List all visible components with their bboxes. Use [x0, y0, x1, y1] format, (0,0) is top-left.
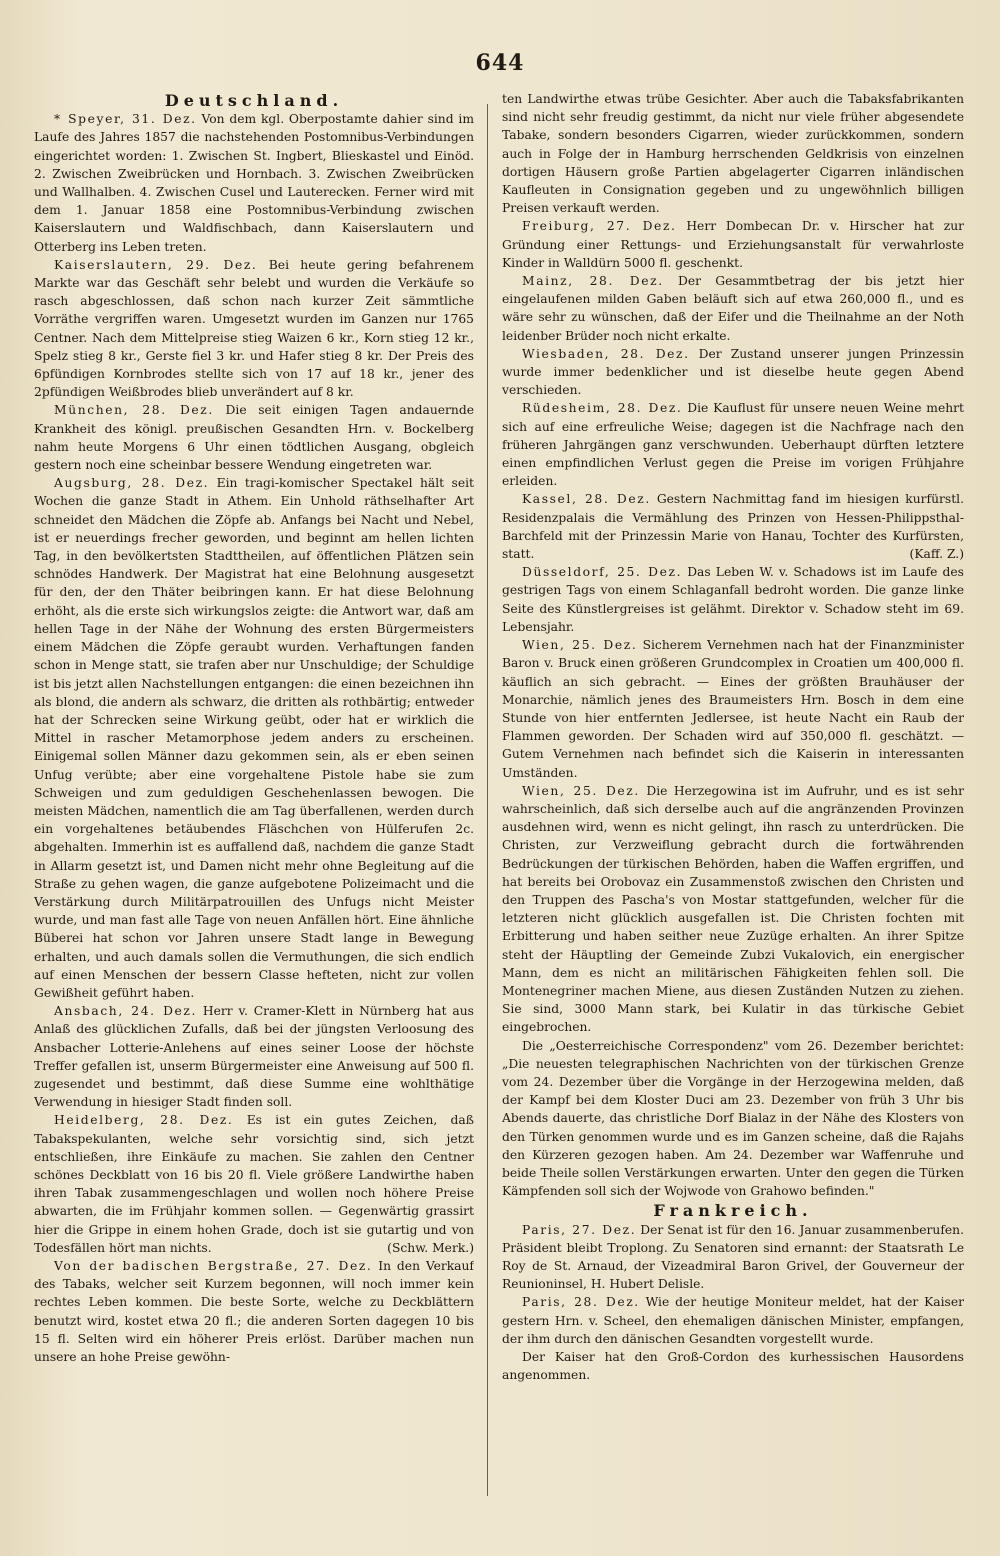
article	[34, 401, 474, 474]
left-column	[34, 90, 474, 1516]
dateline: Von der badischen Bergstraße, 27. Dez.	[54, 1259, 373, 1273]
dateline: Kassel, 28. Dez.	[522, 492, 651, 507]
article-text: Der Kaiser hat den Groß-Cordon des kurhessischen Hausordens angenommen.	[502, 1350, 964, 1383]
dateline: München, 28. Dez.	[54, 403, 214, 418]
dateline: Wien, 25. Dez.	[522, 638, 638, 653]
source-tag: (Schw. Merk.)	[387, 1240, 474, 1255]
article	[34, 1257, 474, 1366]
article-text: Herr v. Cramer-Klett in Nürnberg hat aus Anlaß des glücklichen Zufalls, daß bei der jüngsten Verloosung des Ansbacher Lotterie-Anlehens auf eines seiner Loose der höchste Treffer gefallen ist, unserm Bürgermeister eine Anweisung auf 500 fl. zugesendet und bestimmt, daß diese Summe eine wohlthätige Verwendung in hiesiger Stadt finden soll.	[34, 1004, 474, 1110]
dateline: Paris, 28. Dez.	[522, 1295, 640, 1310]
article	[34, 110, 474, 256]
dateline: Heidelberg, 28. Dez.	[54, 1113, 234, 1128]
article-text: Der Zustand unserer jungen Prinzessin wurde immer bedenklicher und ist dieselbe heute gegen Abend verschieden.	[502, 346, 964, 398]
article	[34, 256, 474, 402]
article	[502, 399, 964, 490]
article-text: Wie der heutige Moniteur meldet, hat der Kaiser gestern Hrn. v. Scheel, den ehemaligen dänischen Minister, empfangen, der ihm durch den dänischen Gesandten vorgestellt wurde.	[502, 1295, 964, 1346]
article-text: In den Verkauf des Tabaks, welcher seit Kurzem begonnen, will noch immer kein rechtes Leben kommen. Die beste Sorte, welche zu Deckblättern benutzt wird, kostet etwa 20 fl.; die anderen Sorten dagegen 10 bis 15 fl. Selten wird ein höherer Preis erlöst. Darüber machen nun unsere an hohe Preise gewöhn-	[34, 1259, 474, 1365]
article-text: Die „Oesterreichische Correspondenz" vom 26. Dezember berichtet: „Die neuesten telegraphischen Nachrichten von der türkischen Grenze vom 24. Dezember über die Vorgänge in der Herzogewina melden, daß der Kampf bei dem Kloster Duci am 23. Dezember von früh 3 Uhr bis Abends dauerte, das christliche Dorf Bialaz in der Nähe des Klosters von den Türken genommen wurde und es im Ganzen scheine, daß die Rajahs den Kürzeren gezogen haben. Am 24. Dezember war Waffenruhe und beide Theile sollen Verstärkungen erwarten. Unter den gegen die Türken Kämpfenden soll sich der Wojwode von Grahowo befinden."	[502, 1038, 964, 1199]
article	[502, 563, 964, 636]
article-text: Die seit einigen Tagen andauernde Krankheit des königl. preußischen Gesandten Hrn. v. Bockelberg nahm heute Morgens 6 Uhr einen tödtlichen Ausgang, obgleich gestern noch eine scheinbar bessere Wendung eingetreten war.	[34, 403, 474, 473]
article	[502, 272, 964, 345]
dateline: Kaiserslautern, 29. Dez.	[54, 257, 258, 272]
dateline: Mainz, 28. Dez.	[522, 274, 664, 289]
article	[502, 1348, 964, 1384]
dateline: * Speyer, 31. Dez.	[54, 112, 197, 127]
article-text: Herr Dombecan Dr. v. Hirscher hat zur Gründung einer Rettungs- und Erziehungsanstalt für verwahrloste Kinder in Walldürn 5000 fl. geschenkt.	[502, 219, 964, 270]
article	[502, 1037, 964, 1201]
article-text: Es ist ein gutes Zeichen, daß Tabakspekulanten, welche sehr vorsichtig sind, sich jetzt entschließen, ihre Einkäufe zu machen. Sie zahlen den Centner schönes Deckblatt von 16 bis 20 fl. Viele größere Landwirthe haben ihren Tabak zusammengeschlagen und wollen noch höhere Preise abwarten, die im Frühjahr kommen sollen. — Gegenwärtig grassirt hier die Grippe in einem hohen Grade, doch ist sie gutartig und von Todesfällen hört man nichts.	[34, 1113, 474, 1255]
article-text: Das Leben W. v. Schadows ist im Laufe des gestrigen Tags von einem Schlaganfall bedroht worden. Die ganze linke Seite des Künstlergreises ist gelähmt. Direktor v. Schadow steht im 69. Lebensjahr.	[502, 565, 964, 634]
dateline: Wien, 25. Dez.	[522, 783, 640, 798]
article	[502, 217, 964, 272]
article-text: Der Gesammtbetrag der bis jetzt hier eingelaufenen milden Gaben beläuft sich auf etwa 260,000 fl., und es wäre sehr zu wünschen, daß der Eifer und die Theilnahme an der Noth leidenber Brüder noch nicht erkalte.	[502, 274, 964, 343]
article	[502, 636, 964, 782]
article-text: Von dem kgl. Oberpostamte dahier sind im Laufe des Jahres 1857 die nachstehenden Postomnibus-Verbindungen eingerichtet worden: 1. Zwischen St. Ingbert, Blieskastel und Einöd. 2. Zwischen Zweibrücken und Hornbach. 3. Zwischen Zweibrücken und Wallhalben. 4. Zwischen Cusel und Lauterecken. Ferner wird mit dem 1. Januar 1858 eine Postomnibus-Verbindung zwischen Kaiserslautern und Waldfischbach, dann Kaiserslautern und Otterberg ins Leben treten.	[34, 112, 474, 254]
dateline: Freiburg, 27. Dez.	[522, 219, 677, 234]
article	[34, 1111, 474, 1257]
article-continuation: ten Landwirthe etwas trübe Gesichter. Aber auch die Tabaksfabrikanten sind nicht sehr freudig gestimmt, da nicht nur viele früher abgesendete Tabake, sondern besonders Cigarren, wieder zurückkommen, sondern auch in Folge der in Hamburg herrschenden Geldkrisis von einzelnen dortigen Häusern große Partien abgelagerter Cigarren inländischen Kaufleuten in Consignation gegeben und zu ungewöhnlich billigen Preisen verkauft werden.	[502, 92, 964, 216]
column-divider	[487, 104, 488, 1496]
right-column	[502, 90, 964, 1516]
section-title-deutschland: Deutschland.	[164, 91, 344, 110]
article	[34, 474, 474, 1002]
article-text: Sicherem Vernehmen nach hat der Finanzminister Baron v. Bruck einen größeren Grundcomplex in Croatien um 400,000 fl. käuflich an sich gebracht. — Eines der größten Brauhäuser der Monarchie, nämlich jenes des Braumeisters Hrn. Bosch in dem eine Stunde von hier entfernten Jedlersee, ist heute Nacht ein Raub der Flammen geworden. Der Schaden wird auf 350,000 fl. geschätzt. — Gutem Vernehmen nach befindet sich die Kaiserin in interessanten Umständen.	[502, 638, 964, 780]
dateline: Düsseldorf, 25. Dez.	[522, 565, 683, 580]
article	[502, 490, 964, 563]
article-text: Gestern Nachmittag fand im hiesigen kurfürstl. Residenzpalais die Vermählung des Prinzen von Hessen-Philippsthal-Barchfeld mit der Prinzessin Marie von Hanau, Tochter des Kurfürsten, statt.	[502, 492, 964, 562]
dateline: Paris, 27. Dez.	[522, 1222, 637, 1237]
article	[502, 1221, 964, 1294]
article	[34, 1002, 474, 1111]
page-number: 644	[475, 50, 525, 76]
article-text: Die Kauflust für unsere neuen Weine mehrt sich auf eine erfreuliche Weise; dagegen ist die Nachfrage nach den früheren Jahrgängen ganz verschwunden. Ueberhaupt dürften letztere einen empfindlichen Verlust gegen die Preise im vorigen Frühjahre erleiden.	[502, 401, 964, 489]
dateline: Wiesbaden, 28. Dez.	[522, 346, 690, 361]
article-text: Ein tragi-komischer Spectakel hält seit Wochen die ganze Stadt in Athem. Ein Unhold räthselhafter Art schneidet den Mädchen die Zöpfe ab. Anfangs bei Nacht und Nebel, ist er neuerdings frecher geworden, und beginnt am hellen lichten Tag, in den bevölkertsten Stadttheilen, auf öffentlichen Plätzen sein schnödes Handwerk. Der Magistrat hat eine Belohnung ausgesetzt für den, der den Thäter beibringen kann. Er hat diese Belohnung erhöht, als die erste sich wirkungslos zeigte: die Antwort war, daß am hellen Tage in der Nähe der Wohnung des ersten Bürgermeisters einem Mädchen die Zöpfe geraubt wurden. Verhaftungen fanden schon in Menge statt, sie trafen aber nur Unschuldige; der Schuldige ist bis jetzt allen Nachstellungen entgangen: die einen bezeichnen ihn als blond, die andern als schwarz, die dritten als rothbärtig; entweder hat der Schrecken seine Wirkung geübt, oder hat er wirklich die Mittel in rascher Metamorphose jedem anders zu erscheinen. Einigemal sollen Männer dazu gekommen sein, als er eben seinen Unfug verübte; aber eine vorgehaltene Pistole habe sie zum Schweigen und zum geduldigen Geschehenlassen bewogen. Die meisten Mädchen, namentlich die am Tag überfallenen, werden durch ein vorgehaltenes betäubendes Fläschchen von Hülferufen 2c. abgehalten. Immerhin ist es auffallend daß, nachdem die ganze Stadt in Allarm gesetzt ist, und Damen nicht mehr ohne Begleitung auf die Straße zu gehen wagen, die ganze aufgebotene Polizeimacht und die Verstärkung durch Militärpatrouillen des Unfugs nicht Meister wurde, und man fast alle Tage von neuen Anfällen hört. Eine ähnliche Büberei hat schon vor Jahren unsere Stadt lange in Bewegung erhalten, und auch damals sollen die Vermuthungen, die sich endlich auf einen Menschen der bessern Classe hefteten, nicht zur vollen Gewißheit geführt haben.	[34, 476, 474, 1000]
dateline: Rüdesheim, 28. Dez.	[522, 401, 683, 416]
article-text: Bei heute gering befahrenem Markte war das Geschäft sehr belebt und wurden die Verkäufe so rasch abgeschlossen, daß schon nach kurzer Zeit sämmtliche Vorräthe vergriffen waren. Umgesetzt wurden im Ganzen nur 1765 Centner. Nach dem Mittelpreise stieg Waizen 6 kr., Korn stieg 12 kr., Spelz stieg 8 kr., Gerste fiel 3 kr. und Hafer stieg 8 kr. Der Preis des 6pfündigen Kornbrodes stellte sich von 17 auf 18 kr., jener des 2pfündigen Weißbrodes blieb unverändert auf 8 kr.	[34, 257, 474, 400]
section-title-frankreich: Frankreich.	[653, 1201, 813, 1221]
article-text: Die Herzegowina ist im Aufruhr, und es ist sehr wahrscheinlich, daß sich derselbe auch auf die angränzenden Provinzen ausdehnen wird, wenn es nicht gelingt, ihn rasch zu unterdrücken. Die Christen, zur Verzweiflung gebracht durch die fortwährenden Bedrückungen der türkischen Behörden, haben die Waffen ergriffen, und hat bereits bei Orobovaz ein Zusammenstoß zwischen den Christen und den Truppen des Pascha's von Mostar stattgefunden, welcher für die letzteren nicht glücklich ausgefallen ist. Die Christen fochten mit Erbitterung und haben seither neue Zuzüge erhalten. An ihrer Spitze steht der Häuptling der Gemeinde Zubzi Vukalovich, ein energischer Mann, dem es nicht an militärischen Fähigkeiten fehlen soll. Die Montenegriner machen Miene, aus diesen Zuständen Nutzen zu ziehen. Sie sind, 3000 Mann stark, bei Kulatir in das türkische Gebiet eingebrochen.	[502, 783, 964, 1035]
source-tag: (Kaff. Z.)	[909, 547, 964, 562]
article	[502, 782, 964, 1037]
article	[502, 345, 964, 400]
dateline: Ansbach, 24. Dez.	[54, 1004, 198, 1019]
article	[502, 1293, 964, 1348]
dateline: Augsburg, 28. Dez.	[54, 476, 210, 491]
article-text: Der Senat ist für den 16. Januar zusammenberufen. Präsident bleibt Troplong. Zu Senatoren sind ernannt: der Staatsrath Le Roy de St. Arnaud, der Vizeadmiral Baron Grivel, der Gouverneur der Reunioninsel, H. Hubert Delisle.	[502, 1222, 964, 1292]
